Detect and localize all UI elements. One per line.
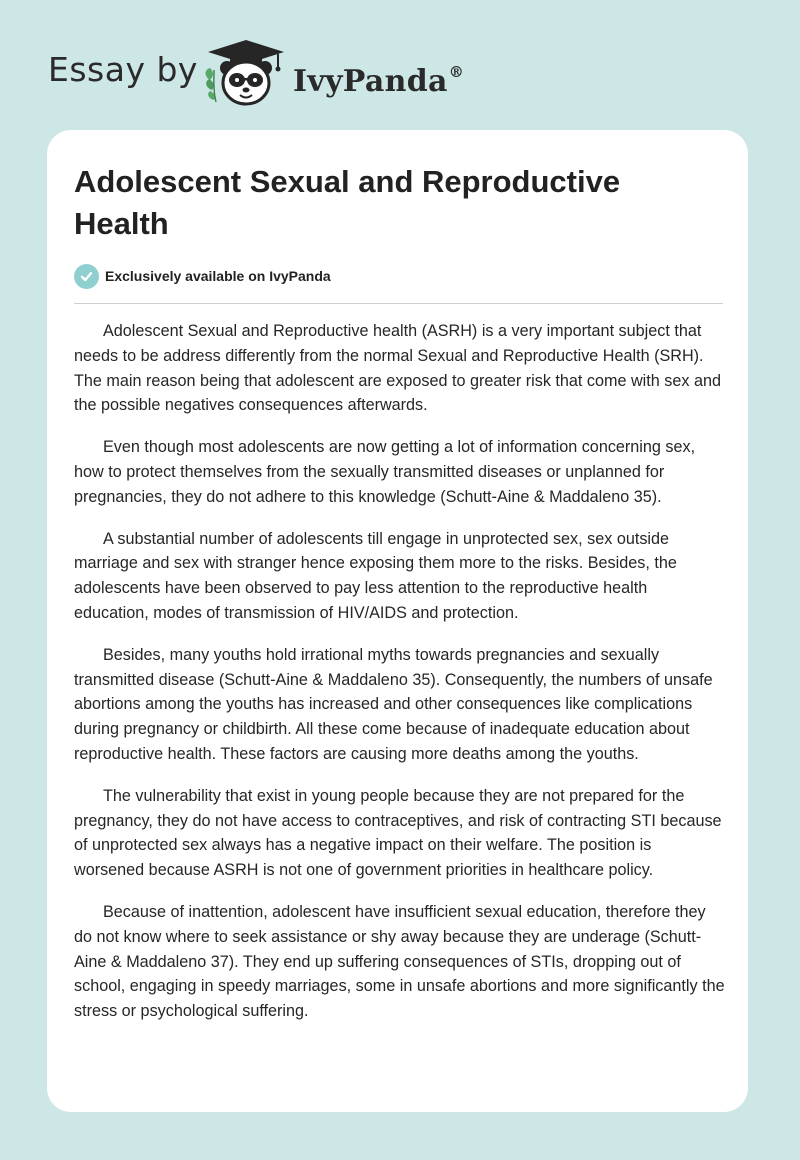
registered-mark: ® bbox=[448, 63, 465, 81]
essay-paragraph: The vulnerability that exist in young people because they are not prepared for the pregnancy, they do not have access to contraceptives, and risk of contracting STI because of unprotected sex always has a negative impact on their welfare. The position is worsened because ASRH is not one of government priorities in healthcare policy. bbox=[74, 786, 722, 880]
essay-paragraph: Adolescent Sexual and Reproductive health (ASRH) is a very important subject that needs to be address differently from the normal Sexual and Reproductive Health (SRH). The main reason being that adolescent are exposed to greater risk that come with sex and the possible negatives consequences afterwards. bbox=[74, 322, 721, 415]
essay-paragraph: A substantial number of adolescents till engage in unprotected sex, sex outside marriage and sex with stranger hence exposing them more to the risks. Besides, the adolescents have been observed to pay less attention to the reproductive health education, modes of transmission of HIV/AIDS and protection. bbox=[74, 529, 677, 622]
site-header bbox=[0, 0, 800, 130]
essay-paragraph: Even though most adolescents are now getting a lot of information concerning sex, how to protect themselves from the sexually transmitted diseases or unplanned for pregnancies, they do not adhere to this knowledge (Schutt-Aine & Maddaleno 35). bbox=[74, 438, 696, 506]
panda-graduate-logo-icon[interactable] bbox=[200, 36, 292, 108]
essay-by-label: Essay by bbox=[48, 50, 198, 89]
exclusive-badge bbox=[74, 263, 331, 289]
exclusive-badge-text: Exclusively available on IvyPanda bbox=[105, 268, 331, 284]
essay-card bbox=[47, 130, 748, 1112]
title-divider bbox=[74, 303, 723, 304]
check-circle-icon bbox=[74, 264, 99, 289]
essay-title: Adolescent Sexual and Reproductive Health bbox=[74, 164, 621, 241]
essay-paragraph: Besides, many youths hold irrational myths towards pregnancies and sexually transmitted disease (Schutt-Aine & Maddaleno 35). Consequently, the numbers of unsafe abortions among the youths has increased and other consequences like complications during pregnancy or childbirth. All these come because of inadequate education about reproductive health. These factors are causing more deaths among the youths. bbox=[74, 645, 713, 763]
brand-name-text: IvyPanda bbox=[293, 64, 448, 99]
brand-name[interactable] bbox=[293, 52, 464, 102]
essay-paragraph: Because of inattention, adolescent have insufficient sexual education, therefore they do not know where to seek assistance or shy away because they are underage (Schutt-Aine & Maddaleno 37). They end up suffering consequences of STIs, dropping out of school, engaging in speedy marriages, some in unsafe abortions and more significantly the stress or psychological suffering. bbox=[74, 902, 725, 1021]
essay-body bbox=[74, 319, 726, 1041]
